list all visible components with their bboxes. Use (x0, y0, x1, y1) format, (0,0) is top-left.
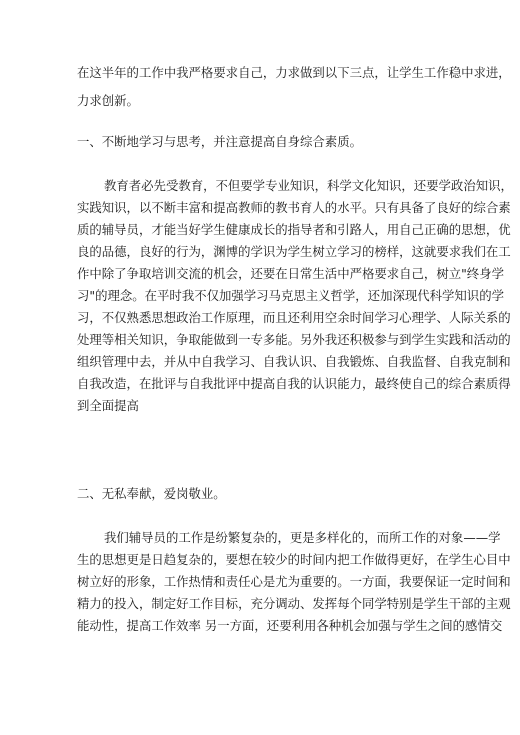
section1-line-5: 作中除了争取培训交流的机会，还要在日常生活中严格要求自己，树立"终身学 (77, 266, 504, 281)
section2-heading: 二、无私奉献，爱岗敬业。 (77, 486, 226, 501)
section1-line-1: 教育者必先受教育，不但要学专业知识，科学文化知识，还要学政治知识， (104, 178, 513, 193)
intro-line-2: 力求创新。 (77, 93, 139, 108)
section1-line-10: 自我改造，在批评与自我批评中提高自我的认识能力，最终使自己的综合素质得 (77, 376, 511, 391)
section2-line-3: 树立好的形象，工作热情和责任心是尤为重要的。一方面，我要保证一定时间和 (77, 574, 511, 589)
section1-line-11: 到全面提高 (77, 398, 139, 413)
section2-line-5: 能动性，提高工作效率 另一方面，还要利用各种机会加强与学生之间的感情交 (77, 618, 503, 633)
section1-line-3: 质的辅导员，才能当好学生健康成长的指导者和引路人，用自己正确的思想，优 (77, 222, 511, 237)
section2-line-2: 生的思想更是日趋复杂的，要想在较少的时间内把工作做得更好，在学生心目中 (77, 552, 511, 567)
section1-line-7: 习，不仅熟悉思想政治工作原理，而且还利用空余时间学习心理学、人际关系的 (77, 310, 511, 325)
section1-line-6: 习"的理念。在平时我不仅加强学习马克思主义哲学，还加深现代科学知识的学 (77, 288, 504, 303)
section1-heading: 一、不断地学习与思考，并注意提高自身综合素质。 (77, 134, 362, 149)
section1-line-4: 良的品德，良好的行为，渊博的学识为学生树立学习的榜样，这就要求我们在工 (77, 244, 511, 259)
section1-line-9: 组织管理中去，并从中自我学习、自我认识、自我锻炼、自我监督、自我克制和 (77, 354, 511, 369)
section1-line-8: 处理等相关知识，争取能做到一专多能。另外我还积极参与到学生实践和活动的 (77, 332, 511, 347)
section2-line-4: 精力的投入，制定好工作目标，充分调动、发挥每个同学特别是学生干部的主观 (77, 596, 511, 611)
section1-line-2: 实践知识，以不断丰富和提高教师的教书育人的水平。只有具备了良好的综合素 (77, 200, 511, 215)
section2-line-1: 我们辅导员的工作是纷繁复杂的，更是多样化的，而所工作的对象——学 (104, 530, 501, 545)
intro-line-1: 在这半年的工作中我严格要求自己，力求做到以下三点，让学生工作稳中求进， (77, 65, 511, 80)
